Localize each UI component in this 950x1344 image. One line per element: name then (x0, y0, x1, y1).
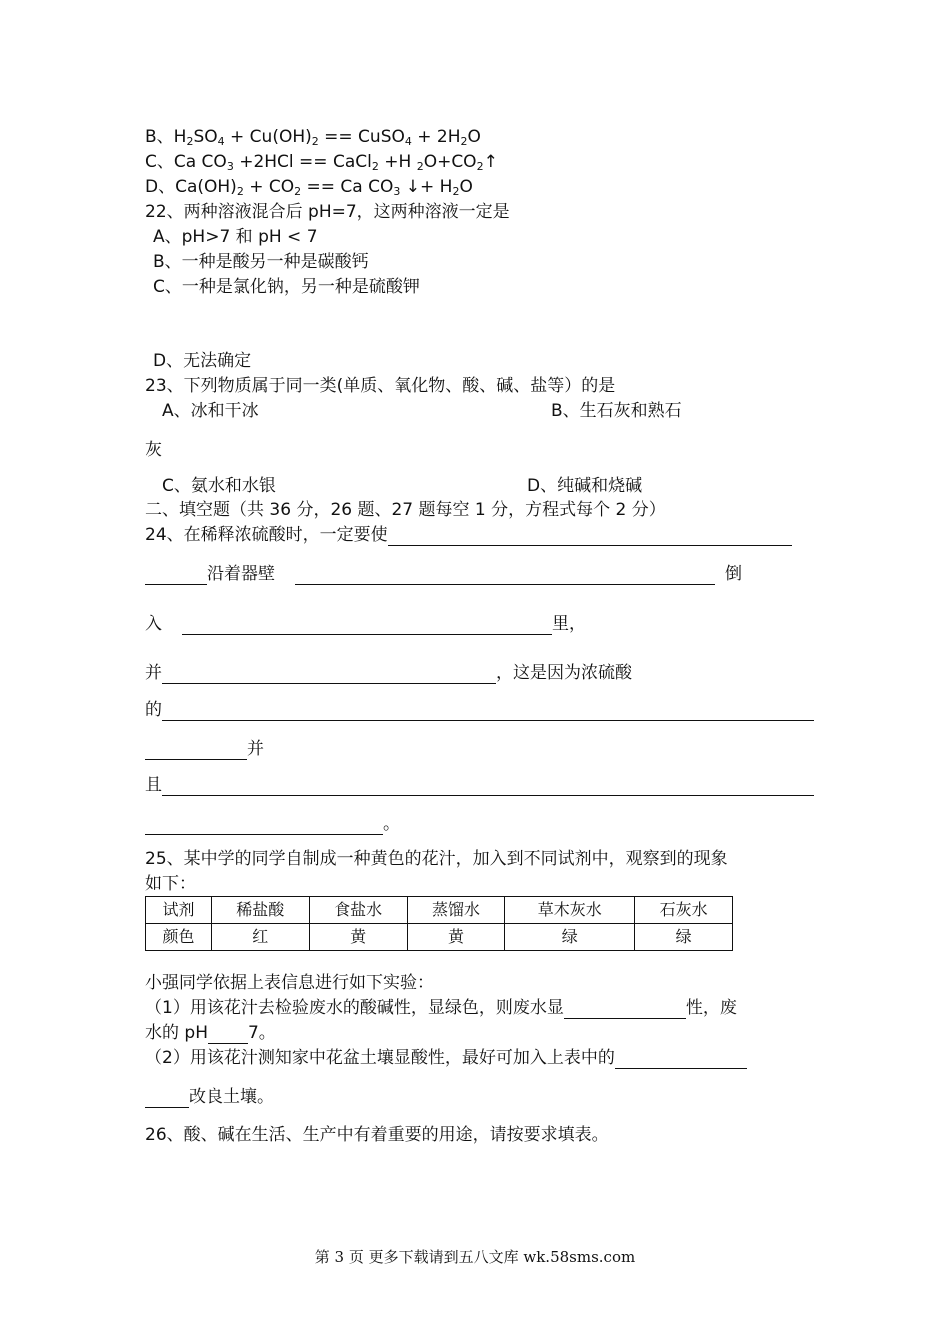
q22-stem: 22、两种溶液混合后 pH=7，这两种溶液一定是 (145, 202, 510, 222)
table-cell: 黄 (407, 924, 505, 951)
q23-option-d: D、纯碱和烧碱 (527, 476, 643, 496)
q23-stem: 23、下列物质属于同一类(单质、氧化物、酸、碱、盐等）的是 (145, 376, 616, 396)
q24-blank-5-cont[interactable] (145, 741, 247, 760)
table-cell: 黄 (309, 924, 407, 951)
q25-part2-cont: 改良土壤。 (145, 1086, 274, 1108)
table-cell: 绿 (505, 924, 635, 951)
q24-blank-4[interactable] (162, 665, 496, 684)
q24-line8: 。 (145, 813, 400, 835)
q22-option-d: D、无法确定 (153, 351, 252, 371)
q24-blank-1-cont[interactable] (145, 566, 207, 585)
q23-option-b: B、生石灰和熟石 (551, 401, 682, 421)
q22-option-a: A、pH>7 和 pH < 7 (153, 227, 318, 247)
equation-c: C、Ca $CO_3 +2HCl$ == CaCl$_2$ +H $_2O+CO_2↑$ (145, 152, 498, 173)
table-cell: 红 (211, 924, 309, 951)
q25-intro: 小强同学依据上表信息进行如下实验： (145, 973, 434, 993)
q22-option-b: B、一种是酸另一种是碳酸钙 (153, 252, 369, 272)
reagent-color-table (145, 896, 733, 951)
table-cell: 蒸馏水 (407, 897, 505, 924)
q25-part1: （1）用该花汁去检验废水的酸碱性，显绿色，则废水显 性，废 (145, 998, 737, 1018)
q25-blank-2[interactable] (208, 1025, 248, 1044)
q24-line1: 24、在稀释浓硫酸时，一定要使 (145, 524, 792, 546)
page-footer: 第 3 页 更多下载请到五八文库 wk.58sms.com (314, 1248, 636, 1266)
equation-d: D、$Ca(OH)_2 + CO_2 == Ca$ $CO_3$ ↓+ $H_2O$ (145, 177, 473, 198)
table-row (146, 897, 733, 924)
q25-part1-cont: 水的 pH 7。 (145, 1023, 276, 1043)
q24-line5: 的 (145, 699, 814, 721)
table-cell: 石灰水 (635, 897, 733, 924)
q25-part2: （2）用该花汁测知家中花盆土壤显酸性，最好可加入上表中的 (145, 1047, 747, 1069)
q24-blank-2[interactable] (295, 566, 715, 585)
q24-blank-3[interactable] (182, 616, 552, 635)
q24-line4: 并 ，这是因为浓硫酸 (145, 663, 632, 683)
q24-line3: 入 里， (145, 614, 586, 634)
q23-option-c: C、氨水和水银 (162, 476, 276, 496)
q24-blank-1[interactable] (388, 527, 792, 546)
table-cell: 颜色 (146, 924, 212, 951)
table-cell: 草木灰水 (505, 897, 635, 924)
q24-line2: 沿着器壁 倒 (145, 563, 742, 585)
table-cell: 食盐水 (309, 897, 407, 924)
q26-stem: 26、酸、碱在生活、生产中有着重要的用途，请按要求填表。 (145, 1125, 609, 1145)
table-cell: 稀盐酸 (211, 897, 309, 924)
q23-option-a: A、冰和干冰 (162, 401, 259, 421)
q24-blank-5[interactable] (162, 702, 814, 721)
q22-option-c: C、一种是氯化钠，另一种是硫酸钾 (153, 277, 420, 297)
q25-blank-3[interactable] (615, 1050, 747, 1069)
q25-blank-1[interactable] (564, 1000, 686, 1019)
section-heading: 二、填空题（共 36 分，26 题、27 题每空 1 分，方程式每个 2 分） (145, 500, 666, 520)
equation-b: B、$H_2SO_4 + Cu(OH)_2$ == CuSO$_4$ + $2H_2O$ (145, 127, 481, 148)
q24-line6: 并 (145, 738, 264, 760)
table-cell: 绿 (635, 924, 733, 951)
q24-blank-6-cont[interactable] (145, 816, 383, 835)
q25-stem-cont: 如下： (145, 874, 196, 894)
q24-line7: 且 (145, 774, 814, 796)
q23-option-b-continued: 灰 (145, 440, 162, 460)
table-row (146, 924, 733, 951)
q25-blank-3-cont[interactable] (145, 1089, 189, 1108)
table-cell: 试剂 (146, 897, 212, 924)
q25-stem: 25、某中学的同学自制成一种黄色的花汁，加入到不同试剂中，观察到的现象 (145, 849, 728, 869)
q24-blank-6[interactable] (162, 777, 814, 796)
